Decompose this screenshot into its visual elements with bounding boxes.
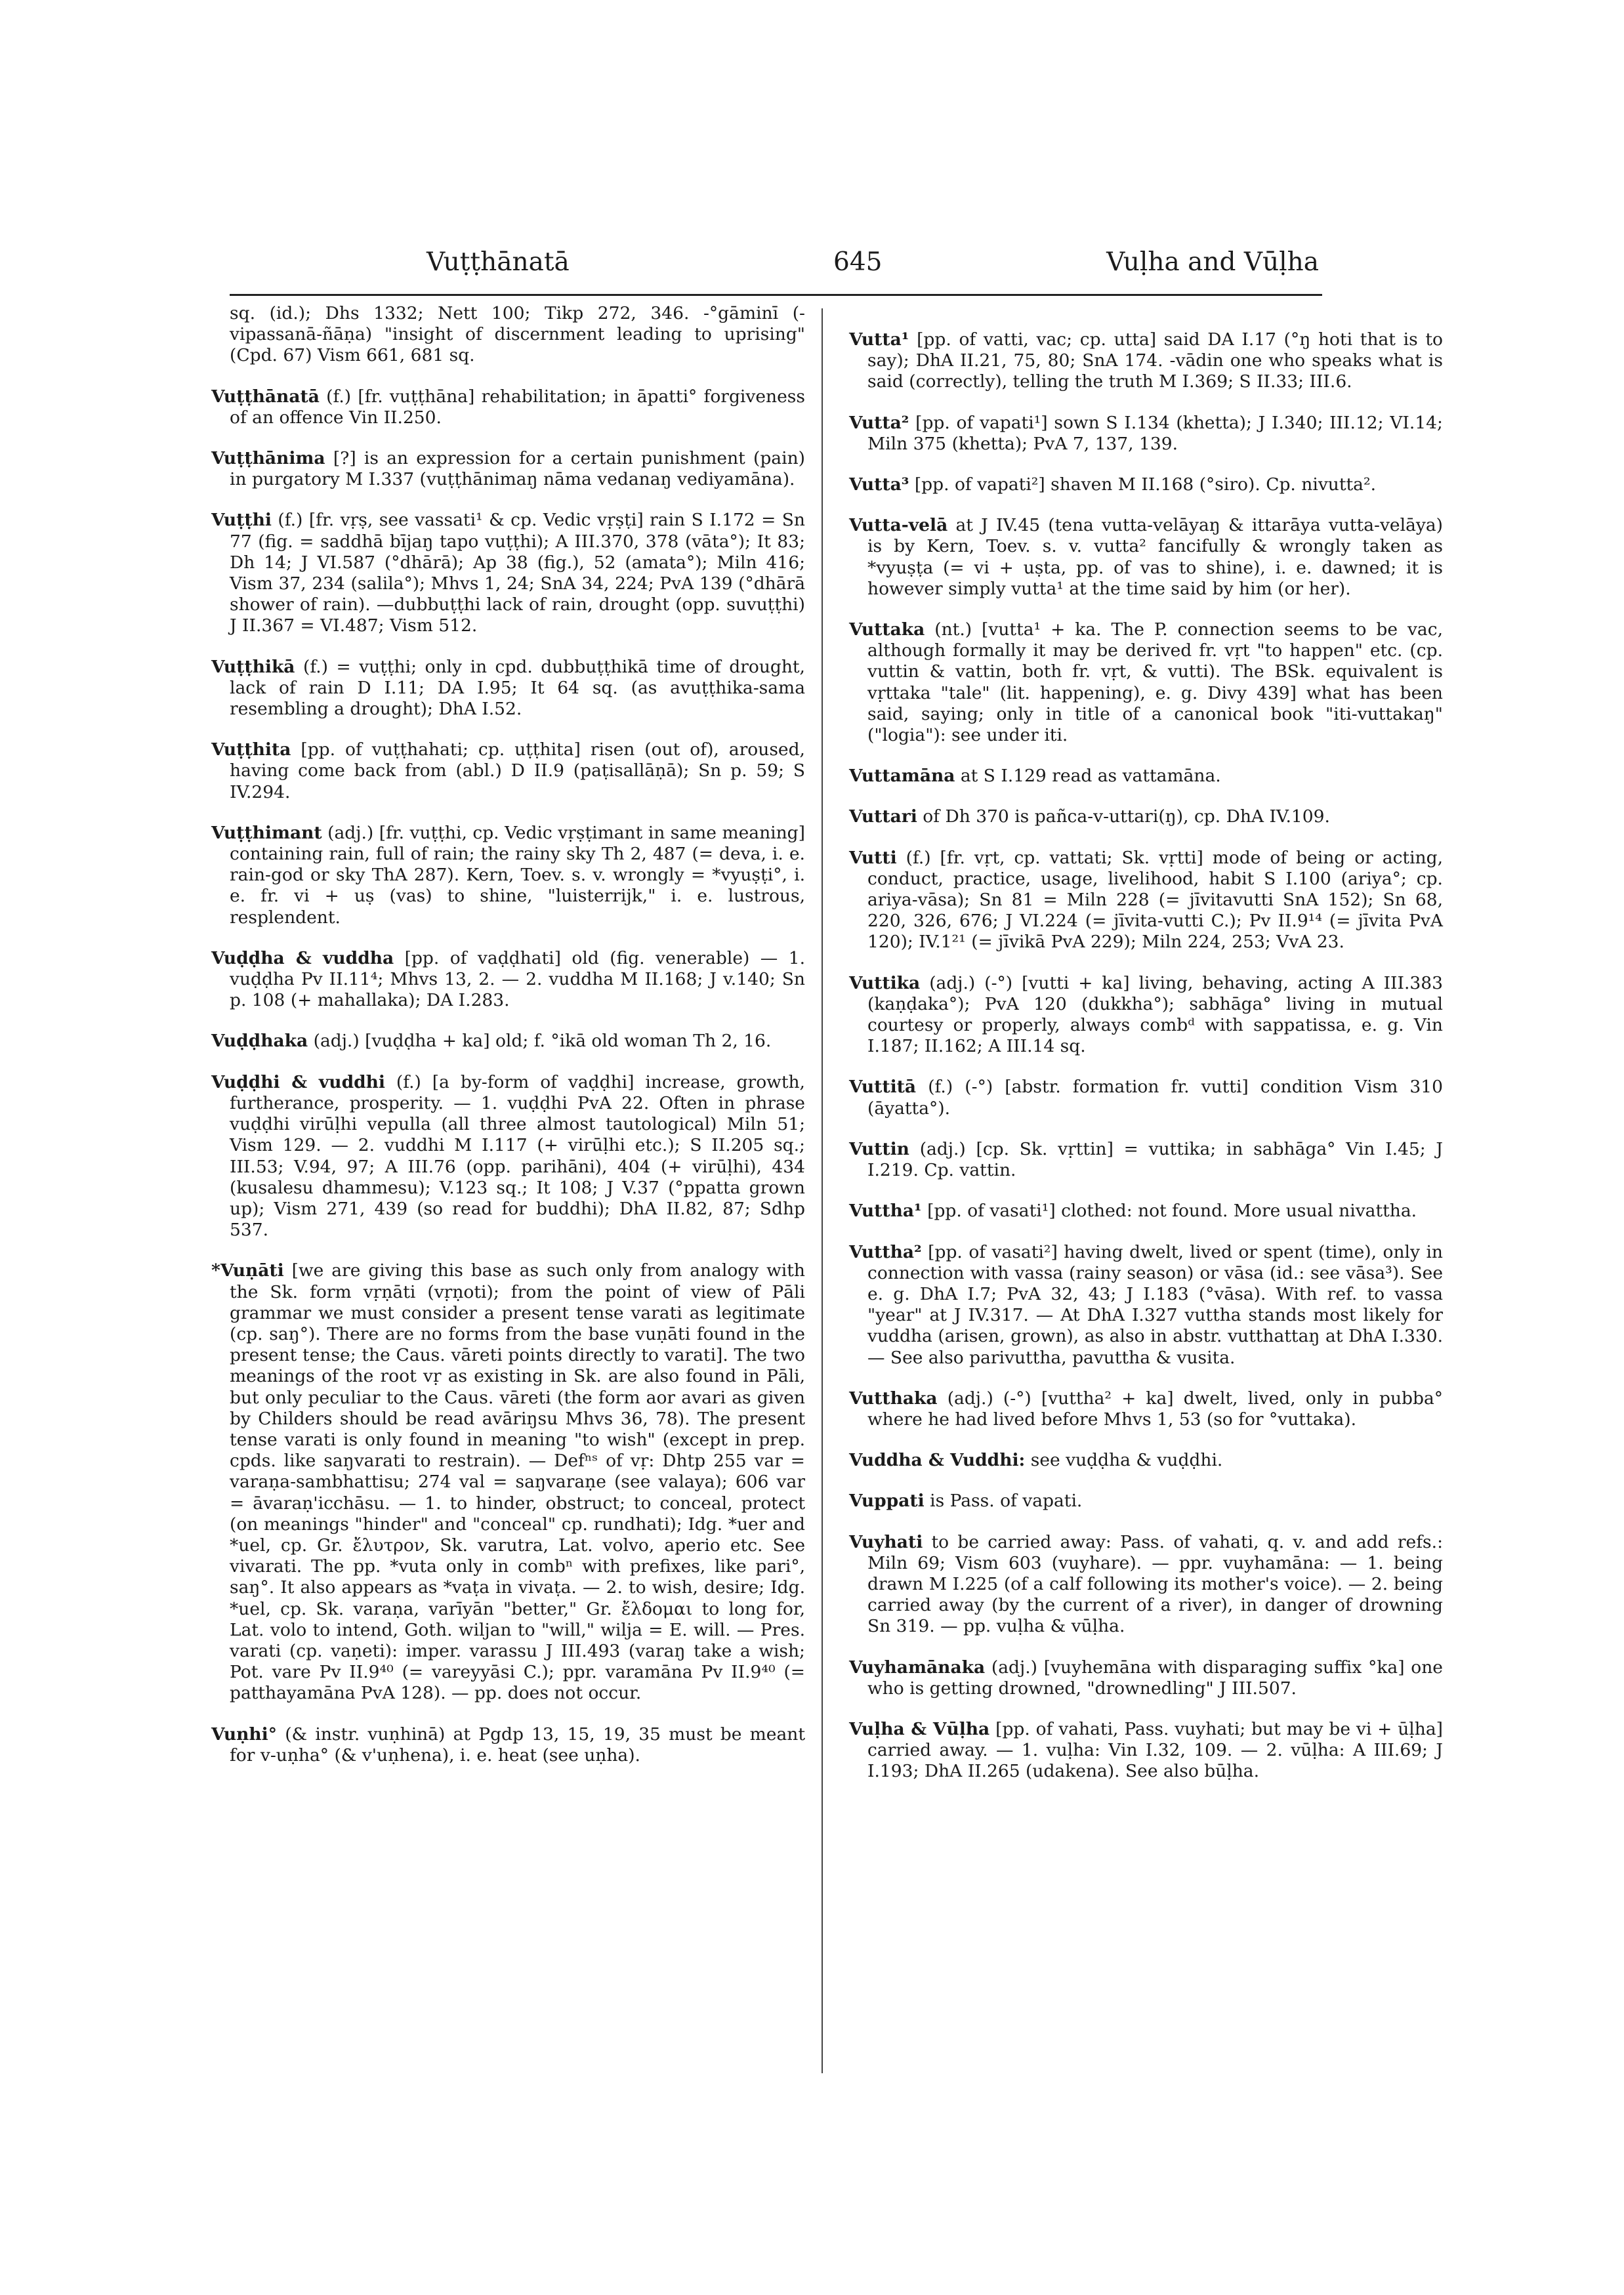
entry-headword: Vuttha² <box>849 1241 922 1262</box>
entry-definition: [we are giving this base as such only from analogy with the Sk. form vṛṇāti (vṛṇoti); from the point of view of Pāli grammar we must consider a present tense varati as legitimate (cp. saŋ°). There are no forms from the base vuṇāti found in the present tense; the Caus. vāreti points directly to varati]. The two meanings of the root vṛ as existing in Sk. are also found in Pāli, but only peculiar to the Caus. vāreti (the form aor avari as given by Childers should be read avāriŋsu Mhvs 36, 78). The present tense varati is only found in meaning "to wish" (except in prep. cpds. like saŋvarati to restrain). — Defⁿˢ of vṛ: Dhtp 255 var = varaṇa-sambhattisu; 274 val = saŋvaraṇe (see valaya); 606 var = āvaraṇ'icchāsu. — 1. to hinder, obstruct; to conceal, protect (on meanings "hinder" and "conceal" cp. rundhati); Idg. *uer and *uel, cp. Gr. ἔλυτρον, Sk. varutra, Lat. volvo, aperio etc. See vivarati. The pp. *vuta only in combⁿ with prefixes, like pari°, saŋ°. It also appears as *vaṭa in vivaṭa. — 2. to wish, desire; Idg. *uel, cp. Sk. varaṇa, varīyān "better," Gr. ἔλδομαι to long for, Lat. volo to intend, Goth. wiljan to "will," wilja = E. will. — Pres. varati (cp. vaṇeti): imper. varassu J III.493 (varaŋ take a wish; Pot. vare Pv II.9⁴⁰ (= vareyyāsi C.); ppr. varamāna Pv II.9⁴⁰ (= patthayamāna PvA 128). — pp. does not occur. <box>230 1260 805 1704</box>
running-head <box>210 243 1319 282</box>
entry-headword: Vuyhamānaka <box>849 1657 986 1678</box>
entry-headword: Vuḍḍha & vuddha <box>211 947 394 968</box>
dictionary-entry <box>849 1657 1443 1699</box>
entry-headword: Vuppati <box>849 1491 925 1512</box>
dictionary-entry <box>849 474 1443 495</box>
dictionary-entry <box>849 1242 1443 1369</box>
entry-headword: Vuṭṭhānatā <box>211 386 320 407</box>
running-head-left: Vuṭṭhānatā <box>427 247 570 277</box>
dictionary-entry <box>849 806 1443 827</box>
entry-definition: (f.) [fr. vṛt, cp. vattati; Sk. vṛtti] mode of being or acting, conduct, practice, usage, livelihood, habit S I.100 (ariya°; cp. ariya-vāsa); Sn 81 = Miln 228 (= jīvitavutti SnA 152); Sn 68, 220, 326, 676; J VI.224 (= jīvita-vutti C.); Pv II.9¹⁴ (= jīvita PvA 120); IV.1²¹ (= jīvikā PvA 229); Miln 224, 253; VvA 23. <box>867 847 1443 953</box>
continuation-text: sq. (id.); Dhs 1332; Nett 100; Tikp 272, 346. -°gāminī (-vipassanā-ñāṇa) "insight of discernment leading to uprising" (Cpd. 67) Vism 661, 681 sq. <box>230 303 805 366</box>
entry-definition: [pp. of vatti, vac; cp. utta] said DA I.17 (°ŋ hoti that is to say); DhA II.21, 75, 80; SnA 174. -vādin one who speaks what is said (correctly), telling the truth M I.369; S II.33; III.6. <box>867 329 1443 392</box>
page-number: 645 <box>833 247 883 277</box>
dictionary-entry <box>211 510 805 636</box>
entry-headword: Vuttamāna <box>849 766 955 787</box>
dictionary-entry <box>849 1450 1443 1471</box>
entry-headword: Vutthaka <box>849 1388 938 1409</box>
dictionary-entry <box>849 1139 1443 1181</box>
entry-headword: Vutta¹ <box>849 329 909 350</box>
entry-headword: *Vuṇāti <box>211 1260 284 1281</box>
entry-definition: at J IV.45 (tena vutta-velāyaŋ & ittarāya vutta-velāya) is by Kern, Toev. s. v. vutta² fancifully & wrongly taken as *vyuṣṭa (= vi + uṣta, pp. of vas to shine), i. e. dawned; it is however simply vutta¹ at the time said by him (or her). <box>867 515 1443 599</box>
entry-definition: (nt.) [vutta¹ + ka. The P. connection seems to be vac, although formally it may be derived fr. vṛt "to happen" etc. (cp. vuttin & vattin, both fr. vṛt, & vutti). The BSk. equivalent is vṛttaka "tale" (lit. happening), e. g. Divy 439] what has been said, saying; only in title of a canonical book "iti-vuttakaŋ" ("logia"): see under iti. <box>867 619 1443 746</box>
dictionary-entry <box>849 1388 1443 1430</box>
entry-headword: Vuḷha & Vūḷha <box>849 1718 990 1739</box>
entry-definition: (f.) [fr. vuṭṭhāna] rehabilitation; in āpatti° forgiveness of an offence Vin II.250. <box>230 386 805 428</box>
entry-definition: [pp. of vapati²] shaven M II.168 (°siro). Cp. nivutta². <box>914 474 1376 495</box>
dictionary-entry <box>849 1719 1443 1783</box>
entry-definition: [pp. of vaḍḍhati] old (fig. venerable) — 1. vuḍḍha Pv II.11⁴; Mhvs 13, 2. — 2. vuddha M II.168; J v.140; Sn p. 108 (+ mahallaka); DA I.283. <box>230 947 805 1011</box>
dictionary-entry <box>211 739 805 803</box>
entry-definition: (adj.) (-°) [vutti + ka] living, behaving, acting A III.383 (kaṇḍaka°); PvA 120 (dukkha°); sabhāga° living in mutual courtesy or properly, always combᵈ with sappatissa, e. g. Vin I.187; II.162; A III.14 sq. <box>867 972 1443 1057</box>
running-head-right: Vuḷha and Vūḷha <box>1106 247 1319 277</box>
entry-headword: Vuḍḍhaka <box>211 1031 308 1052</box>
entry-headword: Vuttaka <box>849 619 925 640</box>
entry-headword: Vuṭṭhānima <box>211 448 325 469</box>
dictionary-entry <box>849 848 1443 953</box>
dictionary-entry <box>211 657 805 720</box>
entry-definition: to be carried away: Pass. of vahati, q. v. and add refs.: Miln 69; Vism 603 (vuyhare). — ppr. vuyhamāna: — 1. being drawn M I.225 (of a calf following its mother's voice). — 2. being carried away (by the current of a river), in danger of drowning Sn 319. — pp. vuḷha & vūḷha. <box>867 1531 1443 1637</box>
dictionary-entry <box>849 329 1443 393</box>
entry-definition: (adj.) [vuyhemāna with disparaging suffix °ka] one who is getting drowned, "drownedling" J III.507. <box>867 1657 1443 1699</box>
dictionary-entry <box>211 1072 805 1241</box>
entry-definition: see vuḍḍha & vuḍḍhi. <box>1030 1450 1223 1471</box>
entry-definition: at S I.129 read as vattamāna. <box>960 766 1221 787</box>
entry-definition: [pp. of vasati¹] clothed: not found. More usual nivattha. <box>927 1201 1417 1222</box>
entry-headword: Vuṭṭhi <box>211 510 272 531</box>
dictionary-entry <box>211 1260 805 1704</box>
entry-headword: Vutta² <box>849 412 909 433</box>
entry-definition: (f.) = vuṭṭhi; only in cpd. dubbuṭṭhikā time of drought, lack of rain D I.11; DA I.95; It 64 sq. (as avuṭṭhika-sama resembling a drought); DhA I.52. <box>230 656 805 720</box>
entry-definition: of Dh 370 is pañca-v-uttari(ŋ), cp. DhA IV.109. <box>923 806 1330 827</box>
entry-definition: (adj.) [vuḍḍha + ka] old; f. °ikā old woman Th 2, 16. <box>313 1031 772 1052</box>
entry-definition: is Pass. of vapati. <box>930 1491 1083 1512</box>
dictionary-entry <box>211 448 805 490</box>
entry-headword: Vutti <box>849 847 897 868</box>
entry-definition: [pp. of vuṭṭhahati; cp. uṭṭhita] risen (out of), aroused, having come back from (abl.) D II.9 (paṭisallāṇā); Sn p. 59; S IV.294. <box>230 739 805 802</box>
left-column <box>211 303 805 1786</box>
entry-definition: [pp. of vahati, Pass. vuyhati; but may be vi + ūḷha] carried away. — 1. vuḷha: Vin I.32, 109. — 2. vūḷha: A III.69; J I.193; DhA II.265 (udakena). See also būḷha. <box>867 1718 1443 1782</box>
entry-definition: (& instr. vuṇhinā) at Pgdp 13, 15, 19, 35 must be meant for v-uṇha° (& v'uṇhena), i. e. heat (see uṇha). <box>230 1724 805 1766</box>
dictionary-entry <box>211 1724 805 1766</box>
entry-headword: Vutta³ <box>849 474 909 495</box>
entry-headword: Vuṭṭhita <box>211 739 291 760</box>
entry-definition: [pp. of vapati¹] sown S I.134 (khetta); J I.340; III.12; VI.14; Miln 375 (khetta); PvA 7, 137, 139. <box>867 412 1443 454</box>
column-divider <box>822 308 823 2073</box>
right-column <box>849 329 1443 1802</box>
entry-definition: (adj.) [fr. vuṭṭhi, cp. Vedic vṛṣṭimant in same meaning] containing rain, full of rain; the rainy sky Th 2, 487 (= deva, i. e. rain-god or sky ThA 287). Kern, Toev. s. v. wrongly = *vyuṣṭi°, i. e. fr. vi + uṣ (vas) to shine, "luisterrijk," i. e. lustrous, resplendent. <box>230 822 805 928</box>
dictionary-entry <box>849 1532 1443 1638</box>
entry-definition: [?] is an expression for a certain punishment (pain) in purgatory M I.337 (vuṭṭhānimaŋ nāma vedanaŋ vediyamāna). <box>230 448 805 490</box>
entry-definition: [pp. of vasati²] having dwelt, lived or spent (time), only in connection with vassa (rainy season) or vāsa (id.: see vāsa³). See e. g. DhA I.7; PvA 32, 43; J I.183 (°vāsa). With ref. to vassa "year" at J IV.317. — At DhA I.327 vuttha stands most likely for vuddha (arisen, grown), as also in abstr. vutthattaŋ at DhA I.330. — See also parivuttha, pavuttha & vusita. <box>867 1241 1443 1368</box>
entry-definition: (f.) [fr. vṛṣ, see vassati¹ & cp. Vedic vṛṣṭi] rain S I.172 = Sn 77 (fig. = saddhā bījaŋ tapo vuṭṭhi); A III.370, 378 (vāta°); It 83; Dh 14; J VI.587 (°dhārā); Ap 38 (fig.), 52 (amata°); Miln 416; Vism 37, 234 (salila°); Mhvs 1, 24; SnA 34, 224; PvA 139 (°dhārā shower of rain). —dubbuṭṭhi lack of rain, drought (opp. suvuṭṭhi) J II.367 = VI.487; Vism 512. <box>230 510 806 636</box>
entry-headword: Vuttika <box>849 972 921 993</box>
entry-definition: (adj.) [cp. Sk. vṛttin] = vuttika; in sabhāga° Vin I.45; J I.219. Cp. vattin. <box>867 1138 1443 1181</box>
entry-definition: (f.) [a by-form of vaḍḍhi] increase, growth, furtherance, prosperity. — 1. vuḍḍhi PvA 22. Often in phrase vuḍḍhi virūḷhi vepulla (all three almost tautological) Miln 51; Vism 129. — 2. vuddhi M I.117 (+ virūḷhi etc.); S II.205 sq.; III.53; V.94, 97; A III.76 (opp. parihāni), 404 (+ virūḷhi), 434 (kusalesu dhammesu); V.123 sq.; It 108; J V.37 (°ppatta grown up); Vism 271, 439 (so read for buddhi); DhA II.82, 87; Sdhp 537. <box>230 1071 805 1241</box>
entry-headword: Vuddha & Vuddhi: <box>849 1450 1026 1471</box>
entry-headword: Vuttha¹ <box>849 1201 922 1222</box>
entry-headword: Vuṭṭhimant <box>211 822 322 843</box>
entry-definition: (f.) (-°) [abstr. formation fr. vutti] condition Vism 310 (āyatta°). <box>867 1077 1443 1119</box>
dictionary-entry <box>849 1201 1443 1222</box>
entry-headword: Vuṭṭhikā <box>211 656 295 677</box>
dictionary-entry <box>211 386 805 428</box>
dictionary-entry <box>849 619 1443 746</box>
header-rule <box>230 294 1322 296</box>
dictionary-entry <box>211 823 805 928</box>
dictionary-entry <box>849 1077 1443 1119</box>
entry-headword: Vuḍḍhi & vuddhi <box>211 1071 385 1092</box>
dictionary-entry <box>849 515 1443 600</box>
dictionary-entry <box>849 413 1443 455</box>
dictionary-entry <box>211 1031 805 1052</box>
entry-headword: Vutta-velā <box>849 515 948 536</box>
entry-headword: Vuṇhi° <box>211 1724 277 1745</box>
entry-headword: Vuttari <box>849 806 917 827</box>
entry-headword: Vuyhati <box>849 1531 923 1552</box>
dictionary-entry <box>849 766 1443 787</box>
dictionary-entry <box>849 1491 1443 1512</box>
dictionary-entry <box>211 948 805 1012</box>
entry-definition: (adj.) (-°) [vuttha² + ka] dwelt, lived, only in pubba° where he had lived before Mhvs 1, 53 (so for °vuttaka). <box>867 1388 1443 1430</box>
entry-headword: Vuttin <box>849 1138 909 1159</box>
entry-headword: Vuttitā <box>849 1077 917 1098</box>
dictionary-entry <box>849 973 1443 1058</box>
